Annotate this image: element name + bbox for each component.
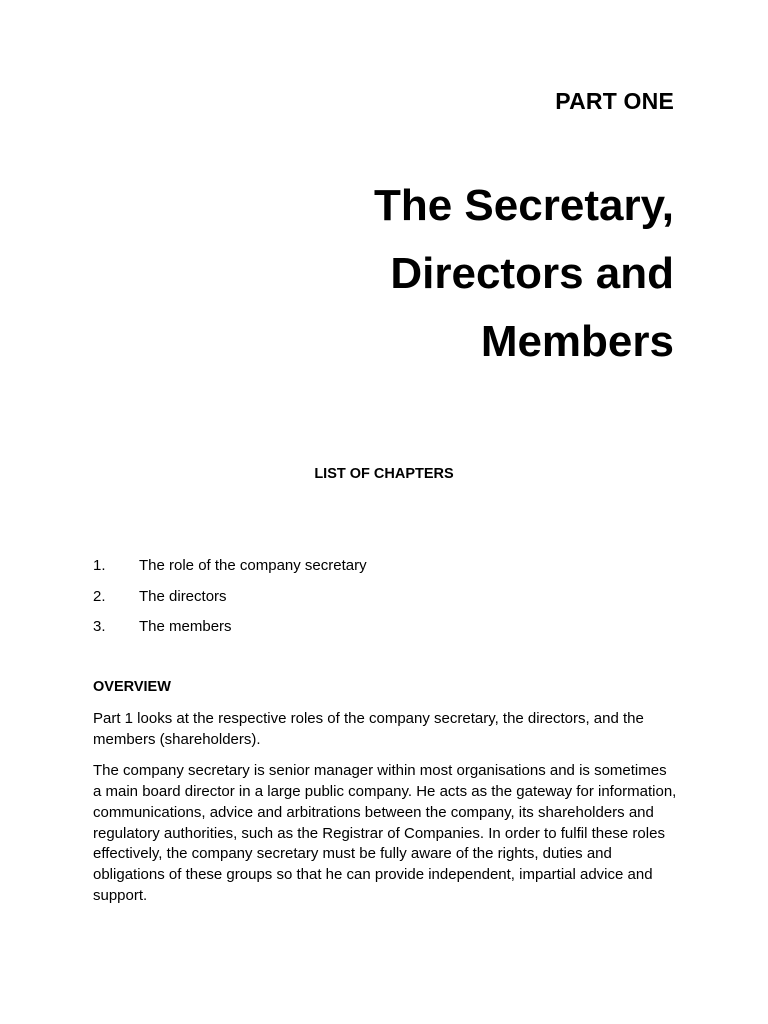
chapter-item bbox=[93, 587, 367, 618]
overview-heading: OVERVIEW bbox=[93, 679, 171, 695]
chapter-number: 3. bbox=[93, 618, 106, 635]
chapter-label: The members bbox=[139, 618, 232, 635]
chapter-item bbox=[93, 617, 367, 648]
part-label: PART ONE bbox=[555, 88, 674, 114]
page-title bbox=[154, 172, 674, 376]
chapter-number: 1. bbox=[93, 557, 106, 574]
chapter-label: The role of the company secretary bbox=[139, 557, 367, 574]
chapter-number: 2. bbox=[93, 587, 106, 605]
chapter-label: The directors bbox=[139, 587, 227, 605]
title-line-3: Members bbox=[480, 317, 674, 366]
chapter-list bbox=[93, 556, 367, 648]
overview-paragraph: Part 1 looks at the respective roles of the company secretary, the directors, and the members (shareholders). bbox=[93, 710, 644, 748]
title-line-2: Directors and bbox=[390, 249, 674, 298]
overview-paragraph: The company secretary is senior manager within most organisations and is sometimes a main board director in a large public company. He acts as the gateway for information, communications, advice and arbitrations between the company, its shareholders and regulatory authorities, such as the Registrar of Companies. In order to fulfil these roles effectively, the company secretary must be fully aware of the rights, duties and obligations of these groups so that he can provide independent, impartial advice and support. bbox=[93, 762, 677, 904]
chapter-item bbox=[93, 556, 367, 587]
overview-body bbox=[93, 709, 679, 917]
chapters-heading: LIST OF CHAPTERS bbox=[314, 466, 454, 482]
title-line-1: The Secretary, bbox=[373, 181, 674, 230]
